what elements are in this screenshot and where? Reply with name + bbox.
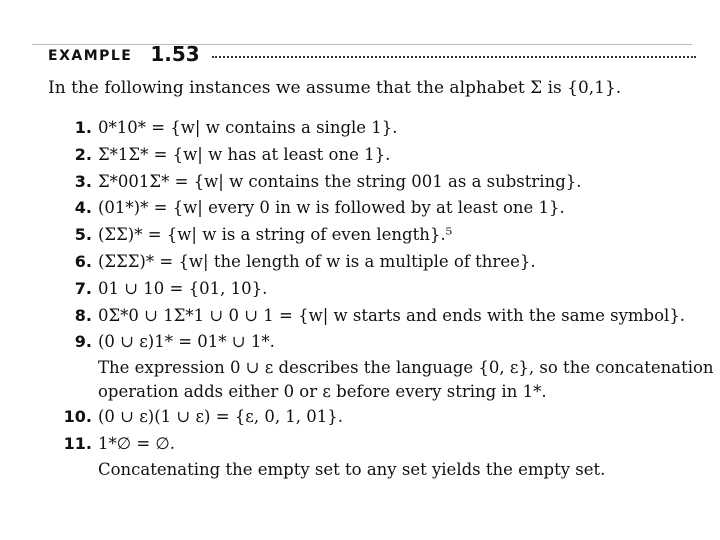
item-expression: (ΣΣ)* = {w| w is a string of even length}.⁵ [98,225,453,245]
example-header [48,40,696,66]
list-item [48,115,708,142]
item-expression: (0 ∪ ε)(1 ∪ ε) = {ε, 0, 1, 01}. [98,407,344,427]
item-expression: 1*∅ = ∅. [98,433,176,453]
list-item [48,276,708,303]
item-body [98,404,708,431]
item-expression: (0 ∪ ε)1* = 01* ∪ 1*. [98,332,275,352]
list-item [48,431,708,482]
item-number: 11. [63,433,92,453]
item-expression: 01 ∪ 10 = {01, 10}. [98,278,268,298]
list-item [48,303,708,330]
list-item [48,142,708,169]
item-expression: Σ*001Σ* = {w| w contains the string 001 as a substring}. [98,171,582,191]
item-number: 8. [74,305,92,325]
item-number: 6. [74,251,92,271]
item-body [98,195,708,222]
item-body [98,142,708,169]
item-body [98,303,708,330]
list-item [48,404,708,431]
example-label: EXAMPLE [48,48,133,64]
list-item [48,169,708,196]
item-expression: Σ*1Σ* = {w| w has at least one 1}. [98,144,391,164]
example-intro: In the following instances we assume that the alphabet Σ is {0,1}. [48,78,622,98]
item-number: 3. [74,171,92,191]
item-body [98,222,708,249]
item-number: 5. [74,225,92,245]
item-body [98,276,708,303]
item-body [98,329,714,404]
item-number: 10. [63,407,92,427]
item-body [98,169,708,196]
item-number: 1. [74,118,92,137]
list-item [48,195,708,222]
item-explanation: operation adds either 0 or ε before every string in 1*. [98,382,547,402]
item-expression: 0Σ*0 ∪ 1Σ*1 ∪ 0 ∪ 1 = {w| w starts and ends with the same symbol}. [98,305,686,325]
item-number: 9. [74,332,92,352]
item-expression: (01*)* = {w| every 0 in w is followed by at least one 1}. [98,198,565,218]
item-number: 7. [74,278,92,298]
example-number: 1.53 [150,42,200,66]
item-number: 4. [74,198,92,218]
item-expression: 0*10* = {w| w contains a single 1}. [98,118,398,137]
example-list [48,115,714,482]
item-body [98,249,708,276]
item-body [98,115,708,142]
list-item [48,222,708,249]
item-number: 2. [74,144,92,164]
item-expression: (ΣΣΣ)* = {w| the length of w is a multiple of three}. [98,251,536,271]
list-item [48,249,708,276]
item-explanation: The expression 0 ∪ ε describes the language {0, ε}, so the concatenation [98,358,714,378]
list-item [48,329,714,404]
dotted-leader [212,56,696,58]
item-body [98,431,708,482]
item-explanation: Concatenating the empty set to any set yields the empty set. [98,459,606,479]
